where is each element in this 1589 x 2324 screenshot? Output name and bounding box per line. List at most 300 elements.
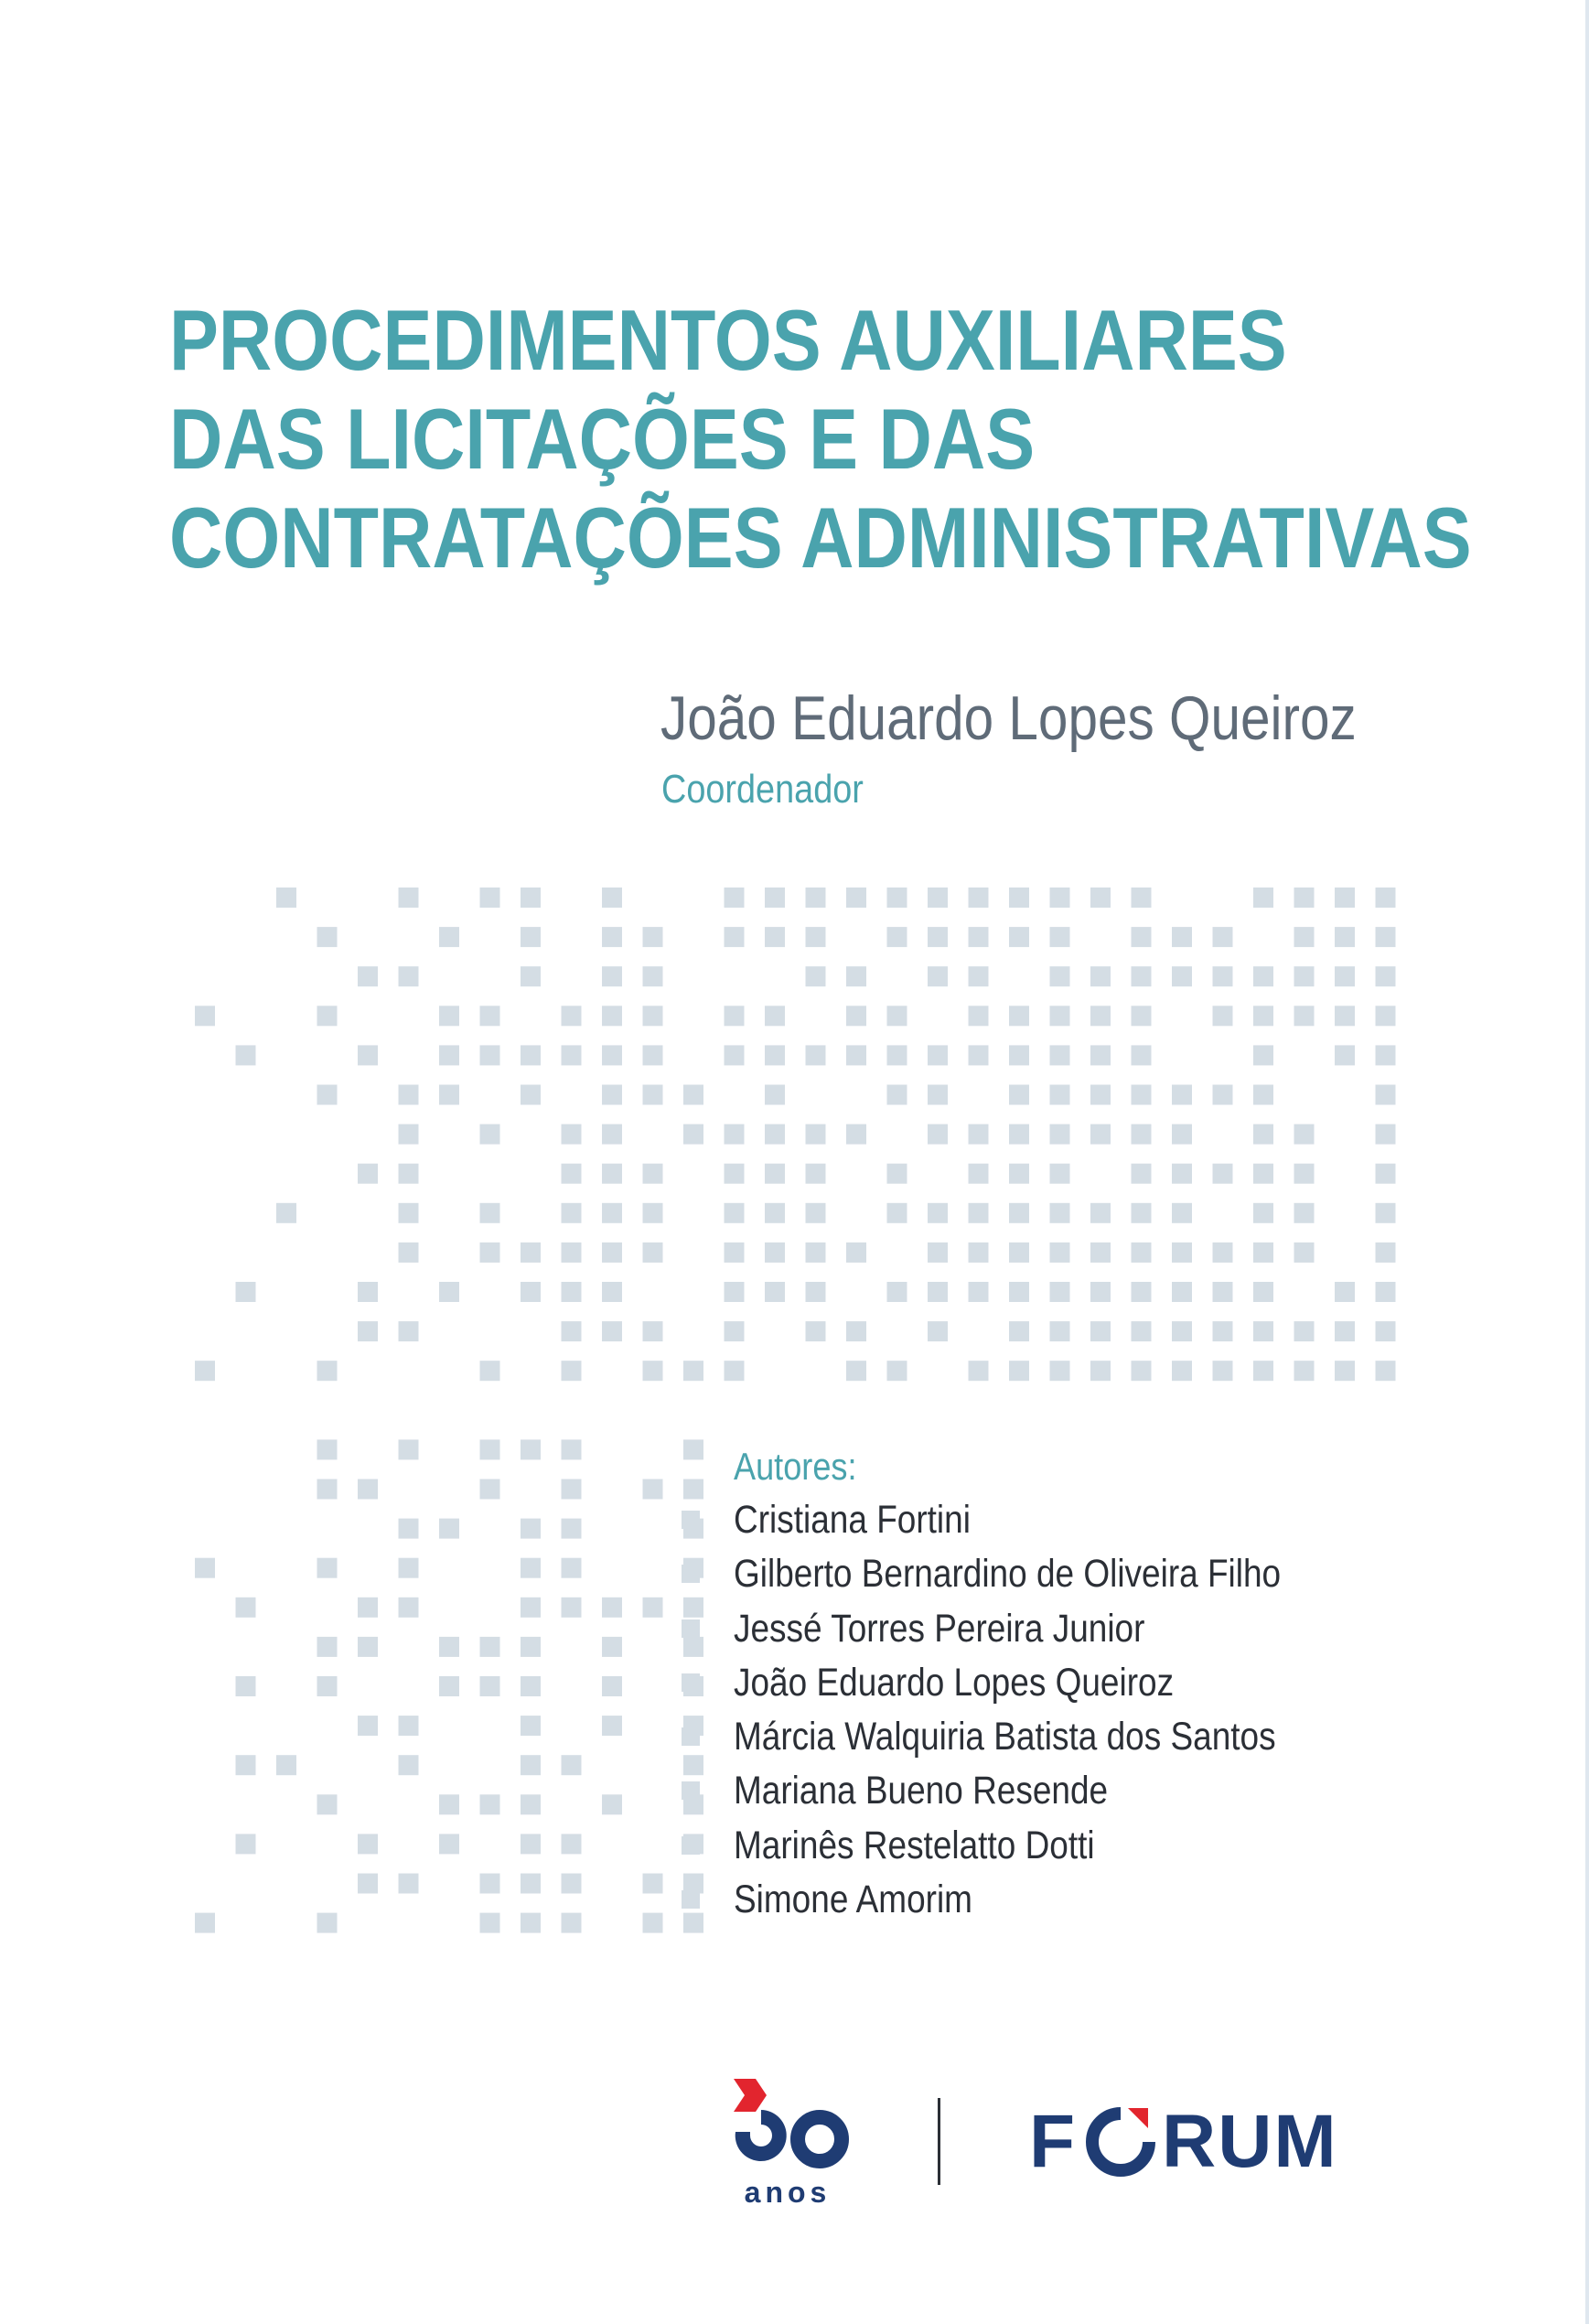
list-item bbox=[682, 1819, 1370, 1873]
grid-square bbox=[480, 1637, 500, 1657]
grid-square bbox=[1009, 1085, 1029, 1105]
grid-square bbox=[562, 1598, 582, 1618]
grid-square bbox=[602, 1321, 622, 1341]
grid-square bbox=[643, 1203, 663, 1223]
list-item bbox=[682, 1764, 1370, 1818]
grid-square bbox=[399, 1439, 419, 1459]
grid-square bbox=[969, 1361, 989, 1381]
grid-square bbox=[521, 1439, 541, 1459]
author-name: Márcia Walquiria Batista dos Santos bbox=[734, 1715, 1276, 1759]
grid-square bbox=[317, 1085, 338, 1105]
grid-square bbox=[765, 927, 785, 947]
grid-square bbox=[1172, 927, 1192, 947]
grid-square bbox=[236, 1045, 256, 1065]
grid-square bbox=[1132, 1282, 1152, 1302]
grid-square bbox=[602, 966, 622, 986]
grid-square bbox=[399, 888, 419, 908]
grid-square bbox=[602, 1716, 622, 1736]
grid-square bbox=[602, 1203, 622, 1223]
grid-square bbox=[1376, 1085, 1396, 1105]
grid-square bbox=[887, 927, 907, 947]
grid-square bbox=[602, 1243, 622, 1263]
grid-square bbox=[1253, 1321, 1273, 1341]
grid-square bbox=[521, 1598, 541, 1618]
grid-square bbox=[1294, 1124, 1315, 1145]
grid-square bbox=[1253, 1164, 1273, 1184]
grid-square bbox=[1132, 1243, 1152, 1263]
grid-square bbox=[765, 1124, 785, 1145]
grid-square bbox=[562, 1282, 582, 1302]
grid-square bbox=[765, 1085, 785, 1105]
grid-square bbox=[725, 1006, 745, 1026]
grid-square bbox=[521, 1794, 541, 1814]
grid-square bbox=[1335, 1361, 1355, 1381]
authors-heading: Autores: bbox=[734, 1445, 857, 1488]
grid-square bbox=[643, 966, 663, 986]
grid-square bbox=[399, 966, 419, 986]
grid-square bbox=[765, 1006, 785, 1026]
grid-square bbox=[1132, 966, 1152, 986]
title-line: CONTRATAÇÕES ADMINISTRATIVAS bbox=[169, 490, 1472, 586]
grid-square bbox=[1376, 1243, 1396, 1263]
grid-square bbox=[562, 1913, 582, 1933]
grid-square bbox=[317, 1361, 338, 1381]
grid-square bbox=[399, 1598, 419, 1618]
grid-square bbox=[562, 1361, 582, 1381]
list-item bbox=[682, 1547, 1370, 1601]
grid-square bbox=[602, 1598, 622, 1618]
grid-square bbox=[765, 1164, 785, 1184]
grid-square bbox=[1253, 1243, 1273, 1263]
grid-square bbox=[562, 1519, 582, 1539]
grid-square bbox=[236, 1834, 256, 1854]
grid-square bbox=[1090, 1085, 1111, 1105]
grid-square bbox=[521, 966, 541, 986]
grid-square bbox=[562, 1203, 582, 1223]
grid-square bbox=[480, 1203, 500, 1223]
grid-square bbox=[969, 1006, 989, 1026]
grid-square bbox=[399, 1874, 419, 1894]
grid-square bbox=[439, 1637, 459, 1657]
grid-square bbox=[969, 1124, 989, 1145]
grid-square bbox=[1253, 1085, 1273, 1105]
grid-square bbox=[765, 1203, 785, 1223]
grid-square bbox=[1090, 1006, 1111, 1026]
grid-square bbox=[562, 1124, 582, 1145]
grid-square bbox=[1090, 1045, 1111, 1065]
grid-square bbox=[1132, 1321, 1152, 1341]
grid-square bbox=[317, 1794, 338, 1814]
grid-square bbox=[521, 1282, 541, 1302]
grid-square bbox=[643, 1913, 663, 1933]
grid-square bbox=[562, 1874, 582, 1894]
grid-square bbox=[358, 1164, 378, 1184]
grid-square bbox=[1050, 1045, 1070, 1065]
grid-square bbox=[562, 1243, 582, 1263]
grid-square bbox=[480, 1124, 500, 1145]
grid-square bbox=[439, 1834, 459, 1854]
grid-square bbox=[1172, 1282, 1192, 1302]
grid-square bbox=[1009, 1124, 1029, 1145]
grid-square bbox=[358, 1045, 378, 1065]
grid-square bbox=[1009, 888, 1029, 908]
grid-square bbox=[317, 1558, 338, 1578]
grid-square bbox=[1294, 1006, 1315, 1026]
grid-square bbox=[1376, 1203, 1396, 1223]
grid-square bbox=[683, 1124, 703, 1145]
grid-square bbox=[562, 1834, 582, 1854]
grid-square bbox=[643, 1361, 663, 1381]
grid-square bbox=[725, 1045, 745, 1065]
author-name: João Eduardo Lopes Queiroz bbox=[734, 1660, 1175, 1705]
list-item bbox=[682, 1873, 1370, 1927]
grid-square bbox=[480, 888, 500, 908]
grid-square bbox=[643, 1598, 663, 1618]
author-name: Simone Amorim bbox=[734, 1877, 972, 1922]
grid-square bbox=[317, 1439, 338, 1459]
grid-square bbox=[1172, 1164, 1192, 1184]
author-name: Mariana Bueno Resende bbox=[734, 1769, 1109, 1813]
grid-square bbox=[1376, 1321, 1396, 1341]
grid-square bbox=[1172, 1085, 1192, 1105]
grid-square bbox=[887, 1203, 907, 1223]
grid-square bbox=[399, 1124, 419, 1145]
grid-square bbox=[358, 1637, 378, 1657]
square-bullet-icon bbox=[682, 1511, 700, 1529]
grid-square bbox=[521, 1716, 541, 1736]
grid-square bbox=[317, 1676, 338, 1696]
grid-square bbox=[1253, 1006, 1273, 1026]
list-item bbox=[682, 1710, 1370, 1764]
title-line: PROCEDIMENTOS AUXILIARES bbox=[169, 292, 1287, 388]
grid-square bbox=[1172, 1361, 1192, 1381]
square-bullet-icon bbox=[682, 1781, 700, 1800]
grid-square bbox=[1050, 1243, 1070, 1263]
grid-square bbox=[1294, 1243, 1315, 1263]
grid-square bbox=[1213, 1321, 1233, 1341]
grid-square bbox=[480, 1045, 500, 1065]
grid-square bbox=[1213, 1282, 1233, 1302]
grid-square bbox=[317, 1006, 338, 1026]
logo-divider bbox=[938, 2098, 940, 2185]
grid-square bbox=[439, 1794, 459, 1814]
grid-square bbox=[439, 1006, 459, 1026]
grid-square bbox=[1050, 1321, 1070, 1341]
grid-square bbox=[928, 927, 948, 947]
grid-square bbox=[521, 1045, 541, 1065]
grid-square bbox=[887, 1164, 907, 1184]
list-item bbox=[682, 1602, 1370, 1656]
grid-square bbox=[358, 1834, 378, 1854]
grid-square bbox=[480, 1874, 500, 1894]
grid-square bbox=[725, 1321, 745, 1341]
grid-square bbox=[439, 1519, 459, 1539]
grid-square bbox=[195, 1006, 215, 1026]
grid-square bbox=[846, 888, 866, 908]
square-bullet-icon bbox=[682, 1619, 700, 1638]
grid-square bbox=[1213, 1164, 1233, 1184]
grid-square bbox=[1172, 1124, 1192, 1145]
grid-square bbox=[725, 888, 745, 908]
grid-square bbox=[806, 1124, 826, 1145]
grid-square bbox=[1335, 1282, 1355, 1302]
grid-square bbox=[643, 1243, 663, 1263]
grid-square bbox=[236, 1755, 256, 1775]
grid-square bbox=[358, 1716, 378, 1736]
grid-square bbox=[236, 1676, 256, 1696]
grid-square bbox=[806, 1164, 826, 1184]
grid-square bbox=[969, 1282, 989, 1302]
grid-square bbox=[480, 1676, 500, 1696]
grid-square bbox=[521, 1243, 541, 1263]
square-bullet-icon bbox=[682, 1836, 700, 1855]
grid-square bbox=[887, 1006, 907, 1026]
grid-square bbox=[969, 966, 989, 986]
grid-square bbox=[1090, 1361, 1111, 1381]
grid-square bbox=[358, 1282, 378, 1302]
grid-square bbox=[725, 1203, 745, 1223]
grid-square bbox=[928, 888, 948, 908]
grid-square bbox=[765, 1243, 785, 1263]
grid-square bbox=[439, 1085, 459, 1105]
grid-square bbox=[1009, 1243, 1029, 1263]
grid-square bbox=[1050, 1282, 1070, 1302]
grid-square bbox=[1132, 1361, 1152, 1381]
grid-square bbox=[1213, 927, 1233, 947]
grid-square bbox=[1294, 1203, 1315, 1223]
grid-square bbox=[1132, 927, 1152, 947]
grid-square bbox=[521, 1558, 541, 1578]
grid-square bbox=[562, 1006, 582, 1026]
grid-square bbox=[521, 1637, 541, 1657]
grid-square bbox=[1335, 888, 1355, 908]
author-name: Gilberto Bernardino de Oliveira Filho bbox=[734, 1552, 1282, 1597]
grid-square bbox=[602, 888, 622, 908]
grid-square bbox=[1132, 1045, 1152, 1065]
grid-square bbox=[602, 1006, 622, 1026]
grid-square bbox=[602, 1676, 622, 1696]
grid-square bbox=[480, 1439, 500, 1459]
grid-square bbox=[358, 966, 378, 986]
grid-square bbox=[399, 1321, 419, 1341]
author-name: Jessé Torres Pereira Junior bbox=[734, 1606, 1145, 1651]
title-line: DAS LICITAÇÕES E DAS bbox=[169, 391, 1036, 487]
grid-square bbox=[928, 1243, 948, 1263]
grid-square bbox=[725, 927, 745, 947]
grid-square bbox=[1253, 966, 1273, 986]
grid-square bbox=[1132, 1203, 1152, 1223]
grid-square bbox=[1213, 1085, 1233, 1105]
grid-square bbox=[887, 1361, 907, 1381]
grid-square bbox=[317, 1479, 338, 1500]
grid-square bbox=[1213, 966, 1233, 986]
grid-square bbox=[806, 888, 826, 908]
grid-square bbox=[643, 1874, 663, 1894]
grid-square bbox=[846, 966, 866, 986]
grid-square bbox=[1253, 1361, 1273, 1381]
list-item bbox=[682, 1656, 1370, 1710]
grid-square bbox=[643, 1321, 663, 1341]
grid-square bbox=[1090, 1203, 1111, 1223]
grid-square bbox=[1132, 1006, 1152, 1026]
grid-square bbox=[358, 1874, 378, 1894]
grid-square bbox=[236, 1598, 256, 1618]
grid-square bbox=[1376, 888, 1396, 908]
grid-square bbox=[1294, 966, 1315, 986]
grid-square bbox=[521, 1874, 541, 1894]
grid-square bbox=[521, 1913, 541, 1933]
grid-square bbox=[887, 1045, 907, 1065]
grid-square bbox=[725, 1282, 745, 1302]
grid-square bbox=[276, 1203, 296, 1223]
grid-square bbox=[1376, 1124, 1396, 1145]
grid-square bbox=[1050, 927, 1070, 947]
grid-square bbox=[1050, 966, 1070, 986]
grid-square bbox=[317, 1637, 338, 1657]
grid-square bbox=[1294, 1164, 1315, 1184]
grid-square bbox=[1050, 1085, 1070, 1105]
grid-square bbox=[1050, 1006, 1070, 1026]
grid-square bbox=[358, 1598, 378, 1618]
grid-square bbox=[969, 1164, 989, 1184]
grid-square bbox=[1213, 1006, 1233, 1026]
grid-square bbox=[276, 888, 296, 908]
coordinator-name: João Eduardo Lopes Queiroz bbox=[660, 683, 1357, 753]
grid-square bbox=[562, 1479, 582, 1500]
coordinator-role: Coordenador bbox=[661, 767, 864, 812]
grid-square bbox=[521, 1519, 541, 1539]
grid-square bbox=[969, 1045, 989, 1065]
grid-square bbox=[643, 1006, 663, 1026]
grid-square bbox=[969, 1203, 989, 1223]
grid-square bbox=[480, 1006, 500, 1026]
grid-square bbox=[602, 1282, 622, 1302]
grid-square bbox=[358, 1479, 378, 1500]
grid-square bbox=[1050, 1164, 1070, 1184]
grid-square bbox=[1172, 1321, 1192, 1341]
grid-square bbox=[806, 1203, 826, 1223]
grid-square bbox=[846, 1321, 866, 1341]
grid-square bbox=[1376, 927, 1396, 947]
grid-square bbox=[1376, 966, 1396, 986]
grid-square bbox=[562, 1045, 582, 1065]
grid-square bbox=[1335, 1006, 1355, 1026]
list-item bbox=[682, 1493, 1370, 1547]
forum-logo-letter: F bbox=[1029, 2100, 1078, 2183]
grid-square bbox=[236, 1282, 256, 1302]
grid-square bbox=[928, 1282, 948, 1302]
grid-square bbox=[1294, 1361, 1315, 1381]
grid-square bbox=[725, 1243, 745, 1263]
grid-square bbox=[1335, 927, 1355, 947]
grid-square bbox=[928, 966, 948, 986]
grid-square bbox=[1090, 1321, 1111, 1341]
grid-square bbox=[928, 1085, 948, 1105]
grid-square bbox=[439, 1676, 459, 1696]
grid-square bbox=[399, 1243, 419, 1263]
grid-square bbox=[1009, 1045, 1029, 1065]
grid-square bbox=[602, 1164, 622, 1184]
grid-square bbox=[1335, 966, 1355, 986]
anniversary-label: anos bbox=[744, 2176, 832, 2209]
grid-square bbox=[439, 1282, 459, 1302]
grid-square bbox=[928, 1203, 948, 1223]
grid-square bbox=[928, 1124, 948, 1145]
grid-square bbox=[602, 1085, 622, 1105]
grid-square bbox=[887, 1085, 907, 1105]
grid-square bbox=[643, 927, 663, 947]
grid-square bbox=[1335, 1321, 1355, 1341]
grid-square bbox=[765, 1282, 785, 1302]
grid-square bbox=[317, 1913, 338, 1933]
grid-square bbox=[562, 1439, 582, 1459]
grid-square bbox=[399, 1085, 419, 1105]
grid-square bbox=[1009, 1282, 1029, 1302]
grid-square bbox=[928, 1045, 948, 1065]
grid-square bbox=[725, 1124, 745, 1145]
grid-square bbox=[521, 1755, 541, 1775]
grid-square bbox=[1172, 1243, 1192, 1263]
grid-square bbox=[1376, 1006, 1396, 1026]
grid-square bbox=[480, 1361, 500, 1381]
grid-square bbox=[521, 1834, 541, 1854]
grid-square bbox=[562, 1321, 582, 1341]
grid-square bbox=[1050, 1124, 1070, 1145]
grid-square bbox=[521, 927, 541, 947]
grid-square bbox=[683, 1085, 703, 1105]
grid-square bbox=[887, 888, 907, 908]
grid-square bbox=[643, 1085, 663, 1105]
grid-square bbox=[1009, 1361, 1029, 1381]
grid-square bbox=[399, 1203, 419, 1223]
grid-square bbox=[846, 1045, 866, 1065]
grid-square bbox=[1253, 1124, 1273, 1145]
square-bullet-icon bbox=[682, 1727, 700, 1746]
grid-square bbox=[521, 1676, 541, 1696]
grid-square bbox=[1132, 888, 1152, 908]
grid-square bbox=[1132, 1085, 1152, 1105]
grid-square bbox=[1294, 927, 1315, 947]
square-bullet-icon bbox=[682, 1565, 700, 1583]
grid-square bbox=[1253, 1203, 1273, 1223]
grid-square bbox=[358, 1321, 378, 1341]
grid-square bbox=[195, 1913, 215, 1933]
grid-square bbox=[683, 1361, 703, 1381]
grid-square bbox=[846, 1361, 866, 1381]
grid-square bbox=[806, 1321, 826, 1341]
grid-square bbox=[317, 927, 338, 947]
grid-square bbox=[1172, 1203, 1192, 1223]
grid-square bbox=[1090, 966, 1111, 986]
grid-square bbox=[602, 1794, 622, 1814]
grid-square bbox=[969, 927, 989, 947]
grid-square bbox=[399, 1519, 419, 1539]
grid-square bbox=[1009, 1006, 1029, 1026]
grid-square bbox=[969, 888, 989, 908]
grid-square bbox=[399, 1755, 419, 1775]
grid-square bbox=[195, 1361, 215, 1381]
grid-square bbox=[602, 927, 622, 947]
grid-square bbox=[643, 1479, 663, 1500]
grid-square bbox=[806, 1045, 826, 1065]
grid-square bbox=[1213, 1243, 1233, 1263]
grid-square bbox=[1009, 1321, 1029, 1341]
grid-square bbox=[562, 1755, 582, 1775]
30-anos-logo-icon bbox=[730, 2075, 854, 2212]
grid-square bbox=[1376, 1164, 1396, 1184]
grid-square bbox=[439, 927, 459, 947]
grid-square bbox=[643, 1164, 663, 1184]
